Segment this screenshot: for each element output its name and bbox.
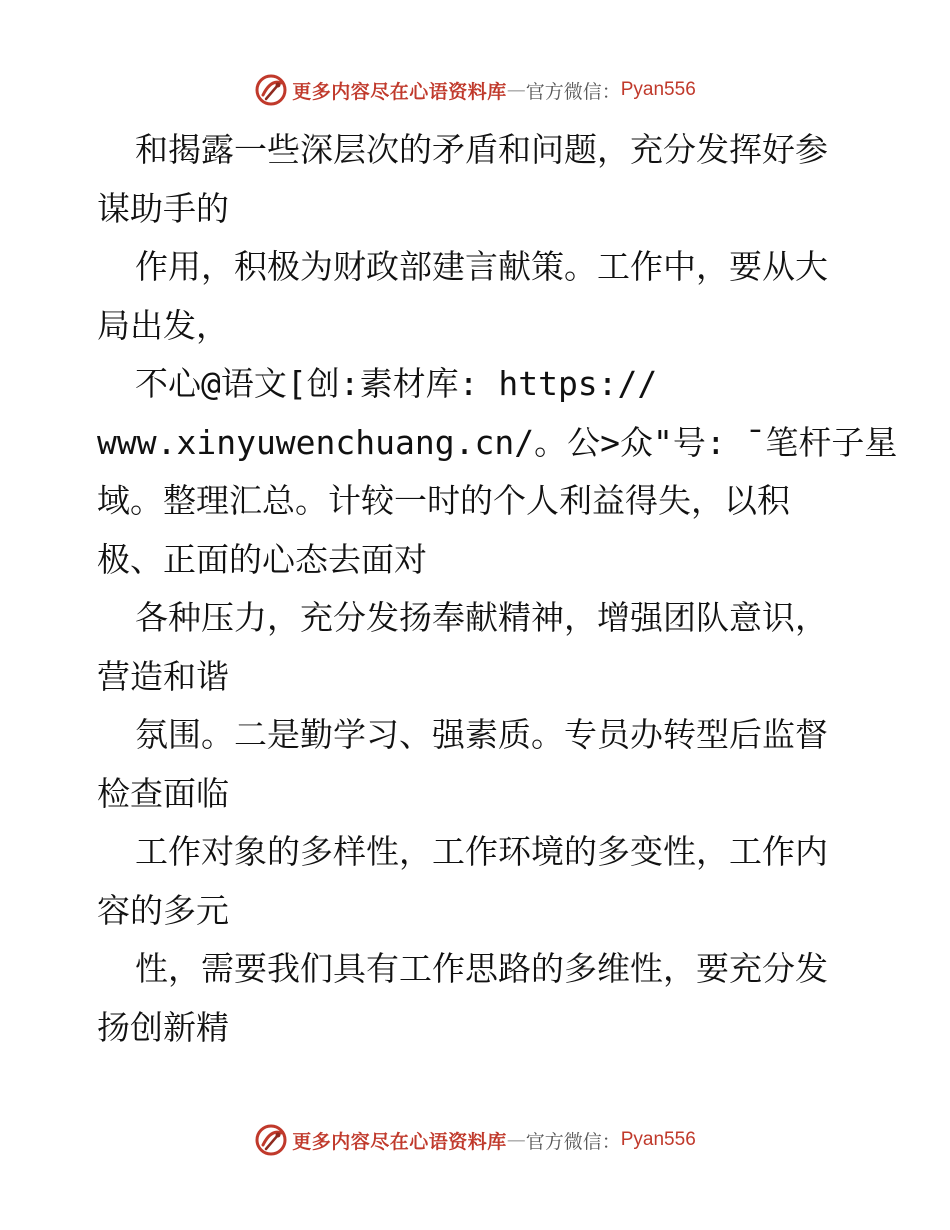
text-line: 扬创新精 xyxy=(97,1007,229,1047)
banner-contact-id: Pyan556 xyxy=(620,79,696,100)
text-line: 域。整理汇总。计较一时的个人利益得失，以积 xyxy=(97,481,790,520)
banner-separator: — xyxy=(506,1129,526,1151)
document-body xyxy=(97,121,898,1057)
text-line: 检查面临 xyxy=(97,773,229,813)
banner-site-text: 更多内容尽在心语资料库 xyxy=(292,80,507,103)
banner-contact-label: 官方微信： xyxy=(525,80,621,103)
brand-logo-icon xyxy=(254,73,288,107)
text-line: 和揭露一些深层次的矛盾和问题，充分发挥好参 xyxy=(135,130,828,169)
footer-banner xyxy=(0,1120,950,1160)
header-banner xyxy=(0,70,950,110)
banner-separator: — xyxy=(506,79,526,101)
text-line: www.xinyuwenchuang.cn/。公>众"号: ¯笔杆子星 xyxy=(97,422,898,462)
text-line: 谋助手的 xyxy=(97,188,229,228)
text-line: 氛围。二是勤学习、强素质。专员办转型后监督 xyxy=(135,715,828,754)
text-line: 容的多元 xyxy=(97,890,229,930)
text-line: 营造和谐 xyxy=(97,656,229,696)
text-line: 各种压力，充分发扬奉献精神，增强团队意识， xyxy=(135,598,828,637)
brand-logo-icon xyxy=(254,1123,288,1157)
text-line: 极、正面的心态去面对 xyxy=(97,539,427,579)
text-line: 性，需要我们具有工作思路的多维性，要充分发 xyxy=(135,949,828,988)
text-line: 局出发， xyxy=(97,305,229,345)
text-line: 工作对象的多样性，工作环境的多变性，工作内 xyxy=(135,832,828,871)
banner-contact-id: Pyan556 xyxy=(620,1129,696,1150)
banner-site-text: 更多内容尽在心语资料库 xyxy=(292,1130,507,1153)
text-line: 作用，积极为财政部建言献策。工作中，要从大 xyxy=(135,247,828,286)
banner-contact-label: 官方微信： xyxy=(525,1130,621,1153)
text-line: 不心@语文[创:素材库: https:// xyxy=(135,364,658,403)
